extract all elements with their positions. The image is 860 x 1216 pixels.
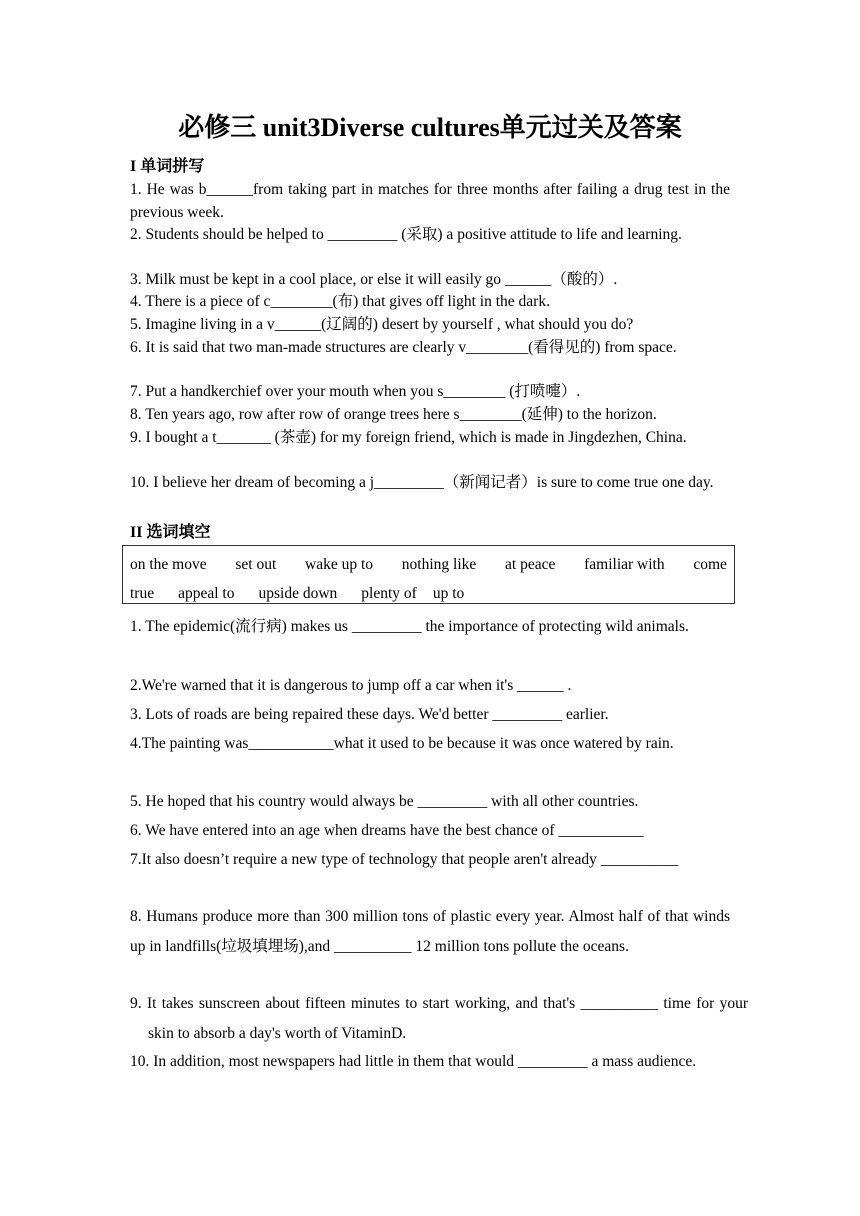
word-bank-item: upside down [258, 585, 338, 602]
word-bank-item: familiar with [584, 556, 665, 573]
spelling-item-5: 5. Imagine living in a v______(辽阔的) desert by yourself , what should you do? [130, 316, 634, 333]
fill-item-5: 5. He hoped that his country would always be _________ with all other countries. [130, 793, 639, 810]
spelling-item-3: 3. Milk must be kept in a cool place, or else it will easily go ______（酸的）. [130, 271, 618, 288]
word-bank-line-1 [130, 556, 727, 574]
fill-item-2: 2.We're warned that it is dangerous to jump off a car when it's ______ . [130, 677, 572, 694]
section-heading-word-choice: II 选词填空 [130, 524, 211, 541]
word-bank-item: nothing like [401, 556, 477, 573]
word-bank-item: up to [432, 585, 465, 602]
spelling-item-10: 10. I believe her dream of becoming a j_________（新闻记者）is sure to come true one day. [130, 474, 714, 491]
fill-item-10: 10. In addition, most newspapers had little in them that would _________ a mass audience. [130, 1053, 697, 1070]
section-heading-spelling: I 单词拼写 [130, 158, 205, 175]
spelling-item-7: 7. Put a handkerchief over your mouth when you s________ (打喷嚏）. [130, 383, 581, 400]
spelling-item-8: 8. Ten years ago, row after row of orange trees here s________(延伸) to the horizon. [130, 406, 657, 423]
word-bank-item: come [693, 556, 727, 573]
word-bank-box [122, 545, 735, 604]
fill-item-1: 1. The epidemic(流行病) makes us _________ the importance of protecting wild animals. [130, 618, 689, 635]
word-bank-item: at peace [505, 556, 556, 573]
word-bank-item: true [130, 585, 155, 602]
fill-item-8: 8. Humans produce more than 300 million tons of plastic every year. Almost half of that winds up in landfills(垃圾填埋场),and __________ 12 million tons pollute the oceans. [130, 908, 730, 955]
spelling-item-6: 6. It is said that two man-made structures are clearly v________(看得见的) from space. [130, 339, 677, 356]
spelling-item-2: 2. Students should be helped to _________ (采取) a positive attitude to life and learning. [130, 226, 682, 243]
word-bank-item: plenty of [361, 585, 417, 602]
word-bank-line-2 [130, 585, 727, 603]
word-bank-item: on the move [130, 556, 207, 573]
fill-item-3: 3. Lots of roads are being repaired these days. We'd better _________ earlier. [130, 706, 609, 723]
spelling-item-4: 4. There is a piece of c________(布) that gives off light in the dark. [130, 293, 550, 310]
word-bank-item: wake up to [305, 556, 374, 573]
fill-item-4: 4.The painting was___________what it used to be because it was once watered by rain. [130, 735, 674, 752]
fill-item-6: 6. We have entered into an age when dreams have the best chance of ___________ [130, 822, 644, 839]
spelling-item-9: 9. I bought a t_______ (茶壶) for my foreign friend, which is made in Jingdezhen, China. [130, 429, 687, 446]
page-title: 必修三 unit3Diverse cultures单元过关及答案 [178, 113, 682, 142]
fill-item-7: 7.It also doesn’t require a new type of technology that people aren't already __________ [130, 851, 679, 868]
spelling-item-1: 1. He was b______from taking part in matches for three months after failing a drug test in the previous week. [130, 181, 730, 221]
word-bank-item: appeal to [178, 585, 235, 602]
fill-item-9: 9. It takes sunscreen about fifteen minutes to start working, and that's __________ time for your skin to absorb a day's worth of VitaminD. [130, 995, 748, 1042]
word-bank-item: set out [235, 556, 277, 573]
